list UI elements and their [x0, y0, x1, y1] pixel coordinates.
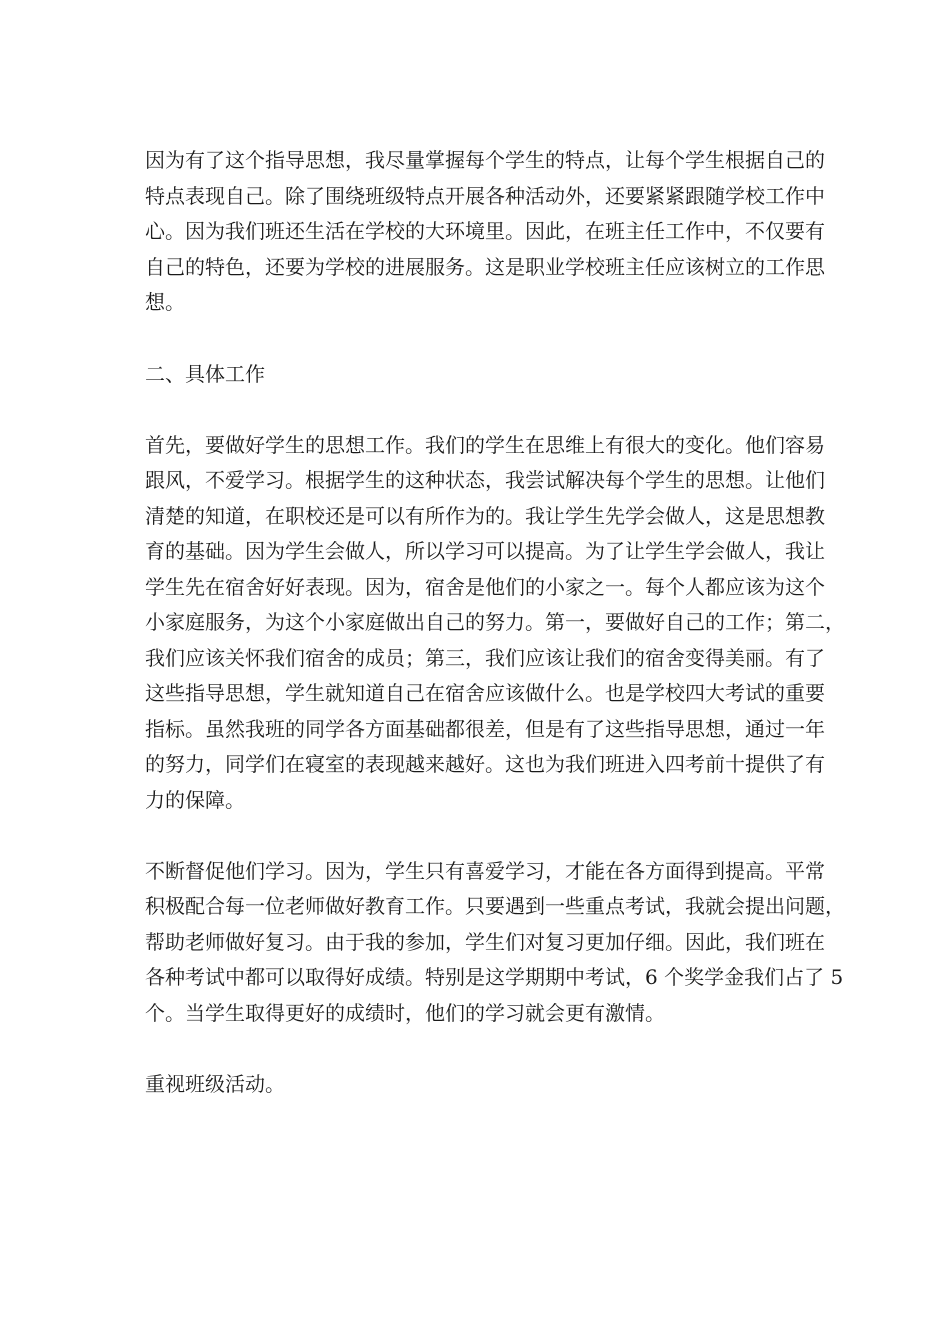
paragraph-3-line-6: 小家庭服务，为这个小家庭做出自己的努力。第一，要做好自己的工作；第二， [145, 610, 845, 634]
paragraph-1-line-4: 自己的特色，还要为学校的进展服务。这是职业学校班主任应该树立的工作思 [145, 255, 825, 279]
paragraph-3-line-2: 跟风，不爱学习。根据学生的这种状态，我尝试解决每个学生的思想。让他们 [145, 468, 825, 492]
paragraph-3-line-4: 育的基础。因为学生会做人，所以学习可以提高。为了让学生学会做人，我让 [145, 539, 825, 563]
paragraph-5-line-1: 重视班级活动。 [145, 1072, 285, 1096]
section-heading: 二、具体工作 [145, 362, 265, 386]
paragraph-3-line-9: 指标。虽然我班的同学各方面基础都很差，但是有了这些指导思想，通过一年 [145, 717, 825, 741]
paragraph-3-line-7: 我们应该关怀我们宿舍的成员；第三，我们应该让我们的宿舍变得美丽。有了 [145, 646, 825, 670]
paragraph-3-line-11: 力的保障。 [145, 788, 245, 812]
paragraph-1-line-2: 特点表现自己。除了围绕班级特点开展各种活动外，还要紧紧跟随学校工作中 [145, 184, 825, 208]
paragraph-3-line-8: 这些指导思想，学生就知道自己在宿舍应该做什么。也是学校四大考试的重要 [145, 681, 825, 705]
paragraph-4-line-4: 各种考试中都可以取得好成绩。特别是这学期期中考试，6 个奖学金我们占了 5 [145, 965, 844, 989]
paragraph-1-line-3: 心。因为我们班还生活在学校的大环境里。因此，在班主任工作中，不仅要有 [145, 219, 825, 243]
paragraph-3-line-3: 清楚的知道，在职校还是可以有所作为的。我让学生先学会做人，这是思想教 [145, 504, 825, 528]
paragraph-4-line-3: 帮助老师做好复习。由于我的参加，学生们对复习更加仔细。因此，我们班在 [145, 930, 825, 954]
paragraph-3-line-5: 学生先在宿舍好好表现。因为，宿舍是他们的小家之一。每个人都应该为这个 [145, 575, 825, 599]
paragraph-4-line-2: 积极配合每一位老师做好教育工作。只要遇到一些重点考试，我就会提出问题， [145, 894, 845, 918]
paragraph-4-line-5: 个。当学生取得更好的成绩时，他们的学习就会更有激情。 [145, 1001, 665, 1025]
paragraph-3-line-1: 首先，要做好学生的思想工作。我们的学生在思维上有很大的变化。他们容易 [145, 433, 825, 457]
paragraph-4-line-1: 不断督促他们学习。因为，学生只有喜爱学习，才能在各方面得到提高。平常 [145, 859, 825, 883]
paragraph-1-line-1: 因为有了这个指导思想，我尽量掌握每个学生的特点，让每个学生根据自己的 [145, 148, 825, 172]
paragraph-3-line-10: 的努力，同学们在寝室的表现越来越好。这也为我们班进入四考前十提供了有 [145, 752, 825, 776]
paragraph-1-line-5: 想。 [145, 290, 185, 314]
